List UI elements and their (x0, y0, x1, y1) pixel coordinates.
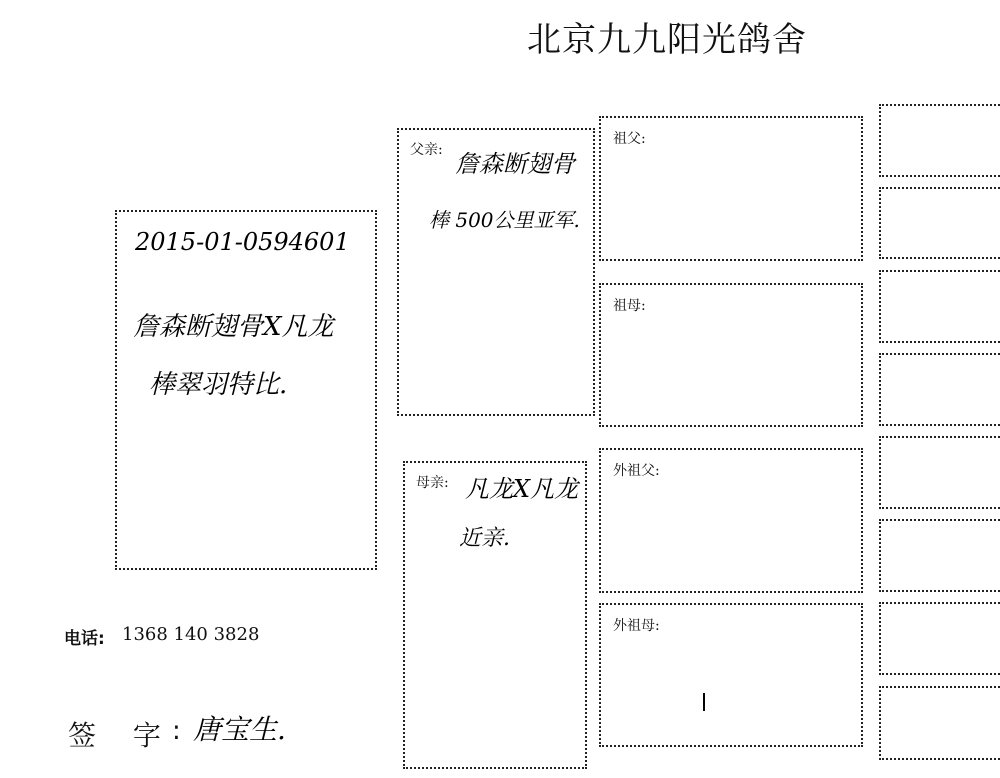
great-grandparent-box (879, 602, 1000, 675)
great-grandparent-box (879, 104, 1000, 177)
paternal-grandmother-label: 祖母: (613, 298, 646, 314)
ring-number: 2015-01-0594601 (135, 228, 350, 256)
pigeon-card (115, 210, 377, 570)
maternal-grandmother-box (599, 603, 863, 747)
page-title: 北京九九阳光鸽舍 (527, 20, 807, 60)
phone-number: 1368 140 3828 (122, 624, 260, 645)
phone-label: 电话: (64, 629, 105, 649)
signature-value: 唐宝生. (193, 713, 286, 746)
great-grandparent-box (879, 686, 1000, 760)
pen-mark (703, 693, 705, 711)
father-label: 父亲: (410, 142, 443, 158)
great-grandparent-box (879, 270, 1000, 343)
signature-colon: : (172, 716, 181, 746)
maternal-grandfather-label: 外祖父: (613, 463, 660, 479)
pigeon-bloodline-line2: 棒翠羽特比. (149, 370, 288, 400)
mother-line2: 近亲. (459, 526, 510, 551)
father-line1: 詹森断翅骨 (455, 150, 575, 178)
paternal-grandmother-box (599, 283, 863, 427)
pigeon-bloodline-line1: 詹森断翅骨X凡龙 (133, 312, 334, 342)
maternal-grandfather-box (599, 448, 863, 593)
maternal-grandmother-label: 外祖母: (613, 618, 660, 634)
great-grandparent-box (879, 436, 1000, 509)
mother-label: 母亲: (416, 475, 449, 491)
paternal-grandfather-label: 祖父: (613, 131, 646, 147)
father-line2: 棒 500公里亚军. (429, 208, 580, 232)
mother-box (403, 461, 587, 769)
great-grandparent-box (879, 519, 1000, 592)
father-box (397, 128, 595, 416)
great-grandparent-box (879, 353, 1000, 426)
paternal-grandfather-box (599, 116, 863, 261)
signature-label: 签 字 (68, 719, 175, 752)
great-grandparent-box (879, 187, 1000, 259)
mother-line1: 凡龙X凡龙 (465, 475, 579, 503)
